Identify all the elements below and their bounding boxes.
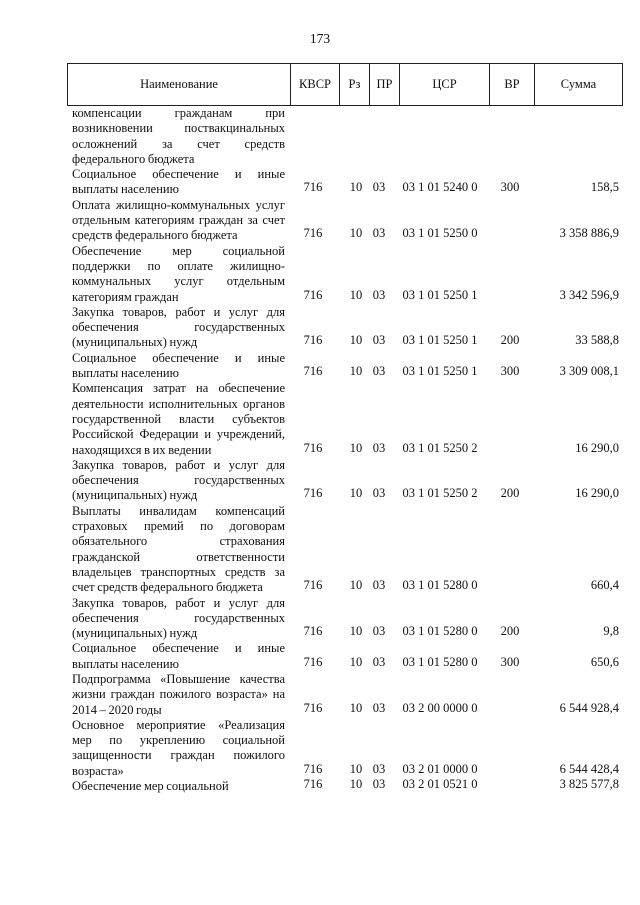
column-header-name: Наименование bbox=[140, 77, 218, 91]
row-rz: 10 bbox=[349, 654, 363, 669]
row-kvsr: 716 bbox=[303, 578, 323, 593]
row-kvsr: 716 bbox=[303, 777, 323, 792]
row-kvsr: 716 bbox=[303, 624, 323, 639]
row-sum: 3 342 596,9 bbox=[559, 287, 619, 302]
row-name: Социальное обеспечение и иные выплаты населению bbox=[72, 350, 285, 381]
row-pr: 03 bbox=[372, 440, 386, 455]
row-kvsr: 716 bbox=[303, 180, 323, 195]
table-row bbox=[67, 779, 623, 794]
row-pr: 03 bbox=[372, 761, 386, 776]
row-sum: 650,6 bbox=[590, 654, 619, 669]
row-sum: 16 290,0 bbox=[575, 440, 619, 455]
row-vr: 200 bbox=[500, 486, 520, 501]
row-csr: 03 1 01 5250 1 bbox=[402, 287, 478, 302]
row-csr: 03 1 01 5250 0 bbox=[402, 226, 478, 241]
table-row bbox=[67, 106, 623, 167]
row-name: Оплата жилищно-коммунальных услуг отдельным категориям граждан за счет средств федерального бюджета bbox=[72, 197, 285, 243]
column-header-kvsr: КВСР bbox=[290, 64, 339, 105]
row-vr: 300 bbox=[500, 180, 520, 195]
table-row bbox=[67, 167, 623, 198]
row-sum: 660,4 bbox=[590, 578, 619, 593]
row-sum: 33 588,8 bbox=[575, 333, 619, 348]
row-sum: 3 309 008,1 bbox=[559, 364, 619, 379]
row-kvsr: 716 bbox=[303, 364, 323, 379]
row-name: Социальное обеспечение и иные выплаты населению bbox=[72, 641, 285, 671]
table-body bbox=[67, 106, 623, 794]
row-kvsr: 716 bbox=[303, 486, 323, 501]
row-name: компенсации гражданам при возникновении поствакцинальных осложнений за счет средств федерального бюджета bbox=[72, 106, 285, 166]
row-csr: 03 1 01 5250 2 bbox=[402, 486, 478, 501]
row-kvsr: 716 bbox=[303, 440, 323, 455]
row-name: Выплаты инвалидам компенсаций страховых премий по договорам обязательного страхования гражданской ответственности владельцев транспортных средств за счет средств федерального бюджета bbox=[72, 503, 285, 595]
row-name: Основное мероприятие «Реализация мер по укреплению социальной защищенности граждан пожилого возраста» bbox=[72, 717, 285, 778]
table-row bbox=[67, 596, 623, 642]
row-rz: 10 bbox=[349, 624, 363, 639]
row-pr: 03 bbox=[372, 333, 386, 348]
row-sum: 3 358 886,9 bbox=[559, 226, 619, 241]
row-rz: 10 bbox=[349, 777, 363, 792]
row-csr: 03 1 01 5280 0 bbox=[402, 654, 478, 669]
row-rz: 10 bbox=[349, 761, 363, 776]
row-name: Обеспечение мер социальной поддержки по оплате жилищно-коммунальных услуг отдельным категориям граждан bbox=[72, 243, 285, 304]
row-pr: 03 bbox=[372, 700, 386, 715]
table-row bbox=[67, 672, 623, 718]
row-sum: 158,5 bbox=[590, 180, 619, 195]
table-row bbox=[67, 641, 623, 672]
row-pr: 03 bbox=[372, 287, 386, 302]
column-header-rz: Рз bbox=[339, 64, 369, 105]
row-rz: 10 bbox=[349, 578, 363, 593]
row-pr: 03 bbox=[372, 364, 386, 379]
row-kvsr: 716 bbox=[303, 761, 323, 776]
row-name: Закупка товаров, работ и услуг для обеспечения государственных (муниципальных) нужд bbox=[72, 457, 285, 503]
row-pr: 03 bbox=[372, 578, 386, 593]
row-csr: 03 1 01 5250 2 bbox=[402, 440, 478, 455]
row-rz: 10 bbox=[349, 287, 363, 302]
table-row bbox=[67, 504, 623, 596]
row-csr: 03 1 01 5250 1 bbox=[402, 333, 478, 348]
row-name: Социальное обеспечение и иные выплаты населению bbox=[72, 167, 285, 197]
row-rz: 10 bbox=[349, 440, 363, 455]
row-name: Закупка товаров, работ и услуг для обеспечения государственных (муниципальных) нужд bbox=[72, 595, 285, 641]
table-row bbox=[67, 351, 623, 382]
row-pr: 03 bbox=[372, 624, 386, 639]
row-pr: 03 bbox=[372, 654, 386, 669]
row-sum: 6 544 928,4 bbox=[559, 700, 619, 715]
row-sum: 16 290,0 bbox=[575, 486, 619, 501]
table-row bbox=[67, 458, 623, 504]
table-row bbox=[67, 381, 623, 457]
table-row bbox=[67, 198, 623, 244]
column-header-vr: ВР bbox=[489, 64, 534, 105]
column-header-pr: ПР bbox=[369, 64, 399, 105]
page-number: 173 bbox=[309, 31, 331, 46]
row-pr: 03 bbox=[372, 226, 386, 241]
row-rz: 10 bbox=[349, 333, 363, 348]
row-rz: 10 bbox=[349, 364, 363, 379]
row-csr: 03 1 01 5280 0 bbox=[402, 624, 478, 639]
row-rz: 10 bbox=[349, 486, 363, 501]
row-csr: 03 2 00 0000 0 bbox=[402, 700, 478, 715]
table-row bbox=[67, 244, 623, 305]
column-header-csr: ЦСР bbox=[399, 64, 489, 105]
row-name: Компенсация затрат на обеспечение деятельности исполнительных органов государственной власти субъектов Российской Федерации и учреждений, находящихся в их ведении bbox=[72, 381, 285, 457]
row-pr: 03 bbox=[372, 180, 386, 195]
row-sum: 9,8 bbox=[603, 624, 619, 639]
row-name: Закупка товаров, работ и услуг для обеспечения государственных (муниципальных) нужд bbox=[72, 304, 285, 350]
row-name: Подпрограмма «Повышение качества жизни граждан пожилого возраста» на 2014 – 2020 годы bbox=[72, 671, 285, 717]
row-csr: 03 1 01 5250 1 bbox=[402, 364, 478, 379]
row-sum: 6 544 428,4 bbox=[559, 761, 619, 776]
row-kvsr: 716 bbox=[303, 700, 323, 715]
table-row bbox=[67, 305, 623, 351]
row-kvsr: 716 bbox=[303, 654, 323, 669]
row-csr: 03 1 01 5280 0 bbox=[402, 578, 478, 593]
row-pr: 03 bbox=[372, 486, 386, 501]
row-rz: 10 bbox=[349, 180, 363, 195]
row-csr: 03 2 01 0521 0 bbox=[402, 777, 478, 792]
row-rz: 10 bbox=[349, 700, 363, 715]
table-header bbox=[67, 63, 623, 106]
row-csr: 03 2 01 0000 0 bbox=[402, 761, 478, 776]
row-kvsr: 716 bbox=[303, 333, 323, 348]
row-vr: 200 bbox=[500, 624, 520, 639]
row-vr: 300 bbox=[500, 364, 520, 379]
row-rz: 10 bbox=[349, 226, 363, 241]
table-row bbox=[67, 718, 623, 779]
row-kvsr: 716 bbox=[303, 226, 323, 241]
row-csr: 03 1 01 5240 0 bbox=[402, 180, 478, 195]
column-header-sum: Сумма bbox=[534, 64, 622, 105]
row-vr: 300 bbox=[500, 654, 520, 669]
row-vr: 200 bbox=[500, 333, 520, 348]
row-kvsr: 716 bbox=[303, 287, 323, 302]
row-name: Обеспечение мер социальной bbox=[72, 779, 229, 794]
row-pr: 03 bbox=[372, 777, 386, 792]
row-sum: 3 825 577,8 bbox=[559, 777, 619, 792]
